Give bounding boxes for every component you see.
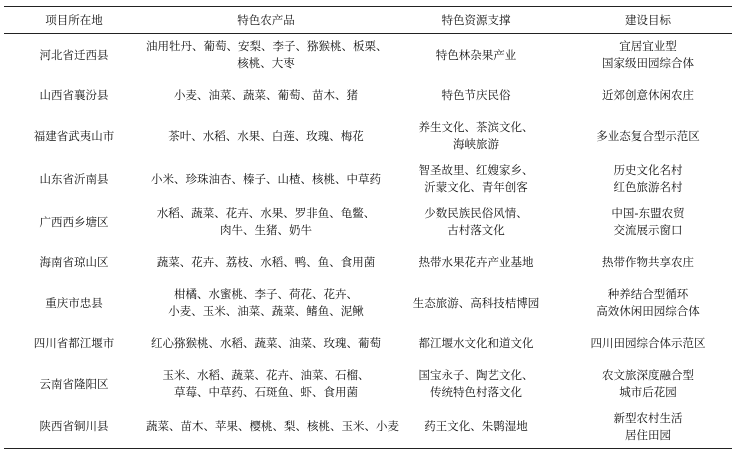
- cell-products: [144, 363, 388, 406]
- cell-location: 四川省都江堰市: [33, 336, 115, 350]
- table-row: [4, 363, 732, 406]
- goal-line: 居住田园: [625, 427, 671, 442]
- cell-location: 云南省隆阳区: [39, 376, 109, 391]
- table-row: [4, 244, 732, 282]
- goal-line: 中国-东盟农贸: [611, 206, 685, 220]
- table-header: [4, 7, 732, 34]
- resources-line: 药王文化、朱鹮湿地: [424, 419, 528, 434]
- cell-resources: [388, 244, 564, 282]
- resources-line: 智圣故里、红嫂家乡、: [418, 163, 534, 177]
- cell-resources: [388, 406, 564, 449]
- resources-line: 少数民族民俗风情、: [424, 206, 528, 220]
- cell-products: [144, 325, 388, 363]
- products-line: 小米、珍珠油杏、榛子、山楂、核桃、中草药: [151, 171, 381, 186]
- goal-line: 种养结合型循环: [607, 287, 689, 301]
- cell-products: [144, 201, 388, 244]
- project-table: [4, 6, 732, 449]
- resources-line: 海峡旅游: [453, 137, 499, 151]
- table-row: [4, 34, 732, 77]
- cell-products: [144, 282, 388, 325]
- table-body: [4, 34, 732, 449]
- cell-products: [144, 158, 388, 201]
- cell-resources: [388, 158, 564, 201]
- cell-goal: [564, 406, 732, 449]
- cell-location: 河北省迁西县: [39, 47, 109, 62]
- goal-line: 多业态复合型示范区: [596, 128, 700, 143]
- products-line: 茶叶、水稻、水果、白莲、玫瑰、梅花: [168, 128, 364, 143]
- goal-line: 农文旅深度融合型: [602, 368, 694, 382]
- products-line: 小麦、油菜、蔬菜、葡萄、苗木、猪: [174, 88, 358, 102]
- table-row: [4, 77, 732, 115]
- goal-line: 新型农村生活: [613, 410, 683, 425]
- goal-line: 宜居宜业型: [619, 39, 677, 54]
- cell-resources: [388, 282, 564, 325]
- resources-line: 生态旅游、高科技桔博园: [412, 295, 540, 310]
- header-goal: 建设目标: [625, 12, 671, 27]
- header-products: 特色农产品: [237, 12, 295, 27]
- table-row: [4, 158, 732, 201]
- header-resources: 特色资源支撑: [441, 12, 511, 27]
- table-row: [4, 406, 732, 449]
- products-line: 玉米、水稻、蔬菜、花卉、油菜、石榴、: [162, 368, 370, 382]
- cell-location: 陕西省铜川县: [39, 419, 109, 434]
- cell-goal: [564, 325, 732, 363]
- resources-line: 特色节庆民俗: [441, 88, 511, 102]
- resources-line: 都江堰水文化和道文化: [418, 336, 534, 350]
- cell-goal: [564, 115, 732, 158]
- cell-goal: [564, 244, 732, 282]
- products-line: 柑橘、水蜜桃、李子、荷花、花卉、: [174, 287, 358, 301]
- cell-location: 山西省襄汾县: [39, 88, 109, 102]
- cell-location: 广西西乡塘区: [39, 214, 109, 229]
- resources-line: 沂蒙文化、青年创客: [424, 180, 528, 194]
- resources-line: 古村落文化: [447, 223, 505, 237]
- products-line: 油用牡丹、葡萄、安梨、李子、猕猴桃、板栗、: [146, 39, 388, 54]
- cell-goal: [564, 77, 732, 115]
- goal-line: 城市后花园: [619, 385, 677, 399]
- cell-location: 山东省沂南县: [39, 171, 109, 186]
- goal-line: 近郊创意休闲农庄: [602, 88, 694, 102]
- cell-products: [144, 77, 388, 115]
- cell-products: [144, 115, 388, 158]
- cell-location: 重庆市忠县: [45, 295, 103, 310]
- cell-location: 海南省琼山区: [39, 255, 109, 269]
- project-table-container: [4, 6, 732, 449]
- cell-resources: [388, 201, 564, 244]
- goal-line: 国家级田园综合体: [602, 56, 694, 71]
- goal-line: 热带作物共享农庄: [602, 255, 694, 269]
- resources-line: 国宝永子、陶艺文化、: [418, 368, 534, 382]
- cell-goal: [564, 34, 732, 77]
- cell-products: [144, 406, 399, 449]
- cell-resources: [388, 34, 564, 77]
- products-line: 核桃、大枣: [237, 56, 295, 71]
- table-row: [4, 325, 732, 363]
- header-row: [4, 7, 732, 34]
- cell-products: [144, 244, 388, 282]
- cell-resources: [388, 77, 564, 115]
- products-line: 红心猕猴桃、水稻、蔬菜、油菜、玫瑰、葡萄: [151, 336, 381, 350]
- goal-line: 红色旅游名村: [613, 180, 683, 194]
- resources-line: 特色林杂果产业: [435, 47, 517, 62]
- header-location: 项目所在地: [45, 12, 103, 27]
- products-line: 蔬菜、苗木、苹果、樱桃、梨、核桃、玉米、小麦: [146, 419, 399, 434]
- cell-location: 福建省武夷山市: [33, 128, 115, 143]
- resources-line: 热带水果花卉产业基地: [418, 255, 534, 269]
- table-row: [4, 282, 732, 325]
- cell-resources: [388, 325, 564, 363]
- table-row: [4, 201, 732, 244]
- cell-goal: [564, 363, 732, 406]
- products-line: 小麦、玉米、油菜、蔬菜、鳍鱼、泥鳅: [168, 304, 364, 318]
- resources-line: 传统特色村落文化: [430, 385, 522, 399]
- table-row: [4, 115, 732, 158]
- resources-line: 养生文化、茶滨文化、: [418, 120, 534, 134]
- cell-goal: [564, 158, 732, 201]
- products-line: 蔬菜、花卉、荔枝、水稻、鸭、鱼、食用菌: [156, 255, 376, 269]
- goal-line: 四川田园综合体示范区: [590, 336, 706, 350]
- products-line: 肉牛、生猪、奶牛: [220, 223, 312, 237]
- products-line: 水稻、蔬菜、花卉、水果、罗非鱼、龟鳖、: [156, 206, 376, 220]
- goal-line: 交流展示窗口: [613, 223, 683, 237]
- goal-line: 历史文化名村: [613, 163, 683, 177]
- goal-line: 高效休闲田园综合体: [596, 304, 700, 318]
- cell-goal: [564, 201, 732, 244]
- cell-resources: [388, 115, 564, 158]
- cell-products: [144, 34, 388, 77]
- products-line: 草莓、中草药、石斑鱼、虾、食用菌: [174, 385, 358, 399]
- cell-resources: [388, 363, 564, 406]
- cell-goal: [564, 282, 732, 325]
